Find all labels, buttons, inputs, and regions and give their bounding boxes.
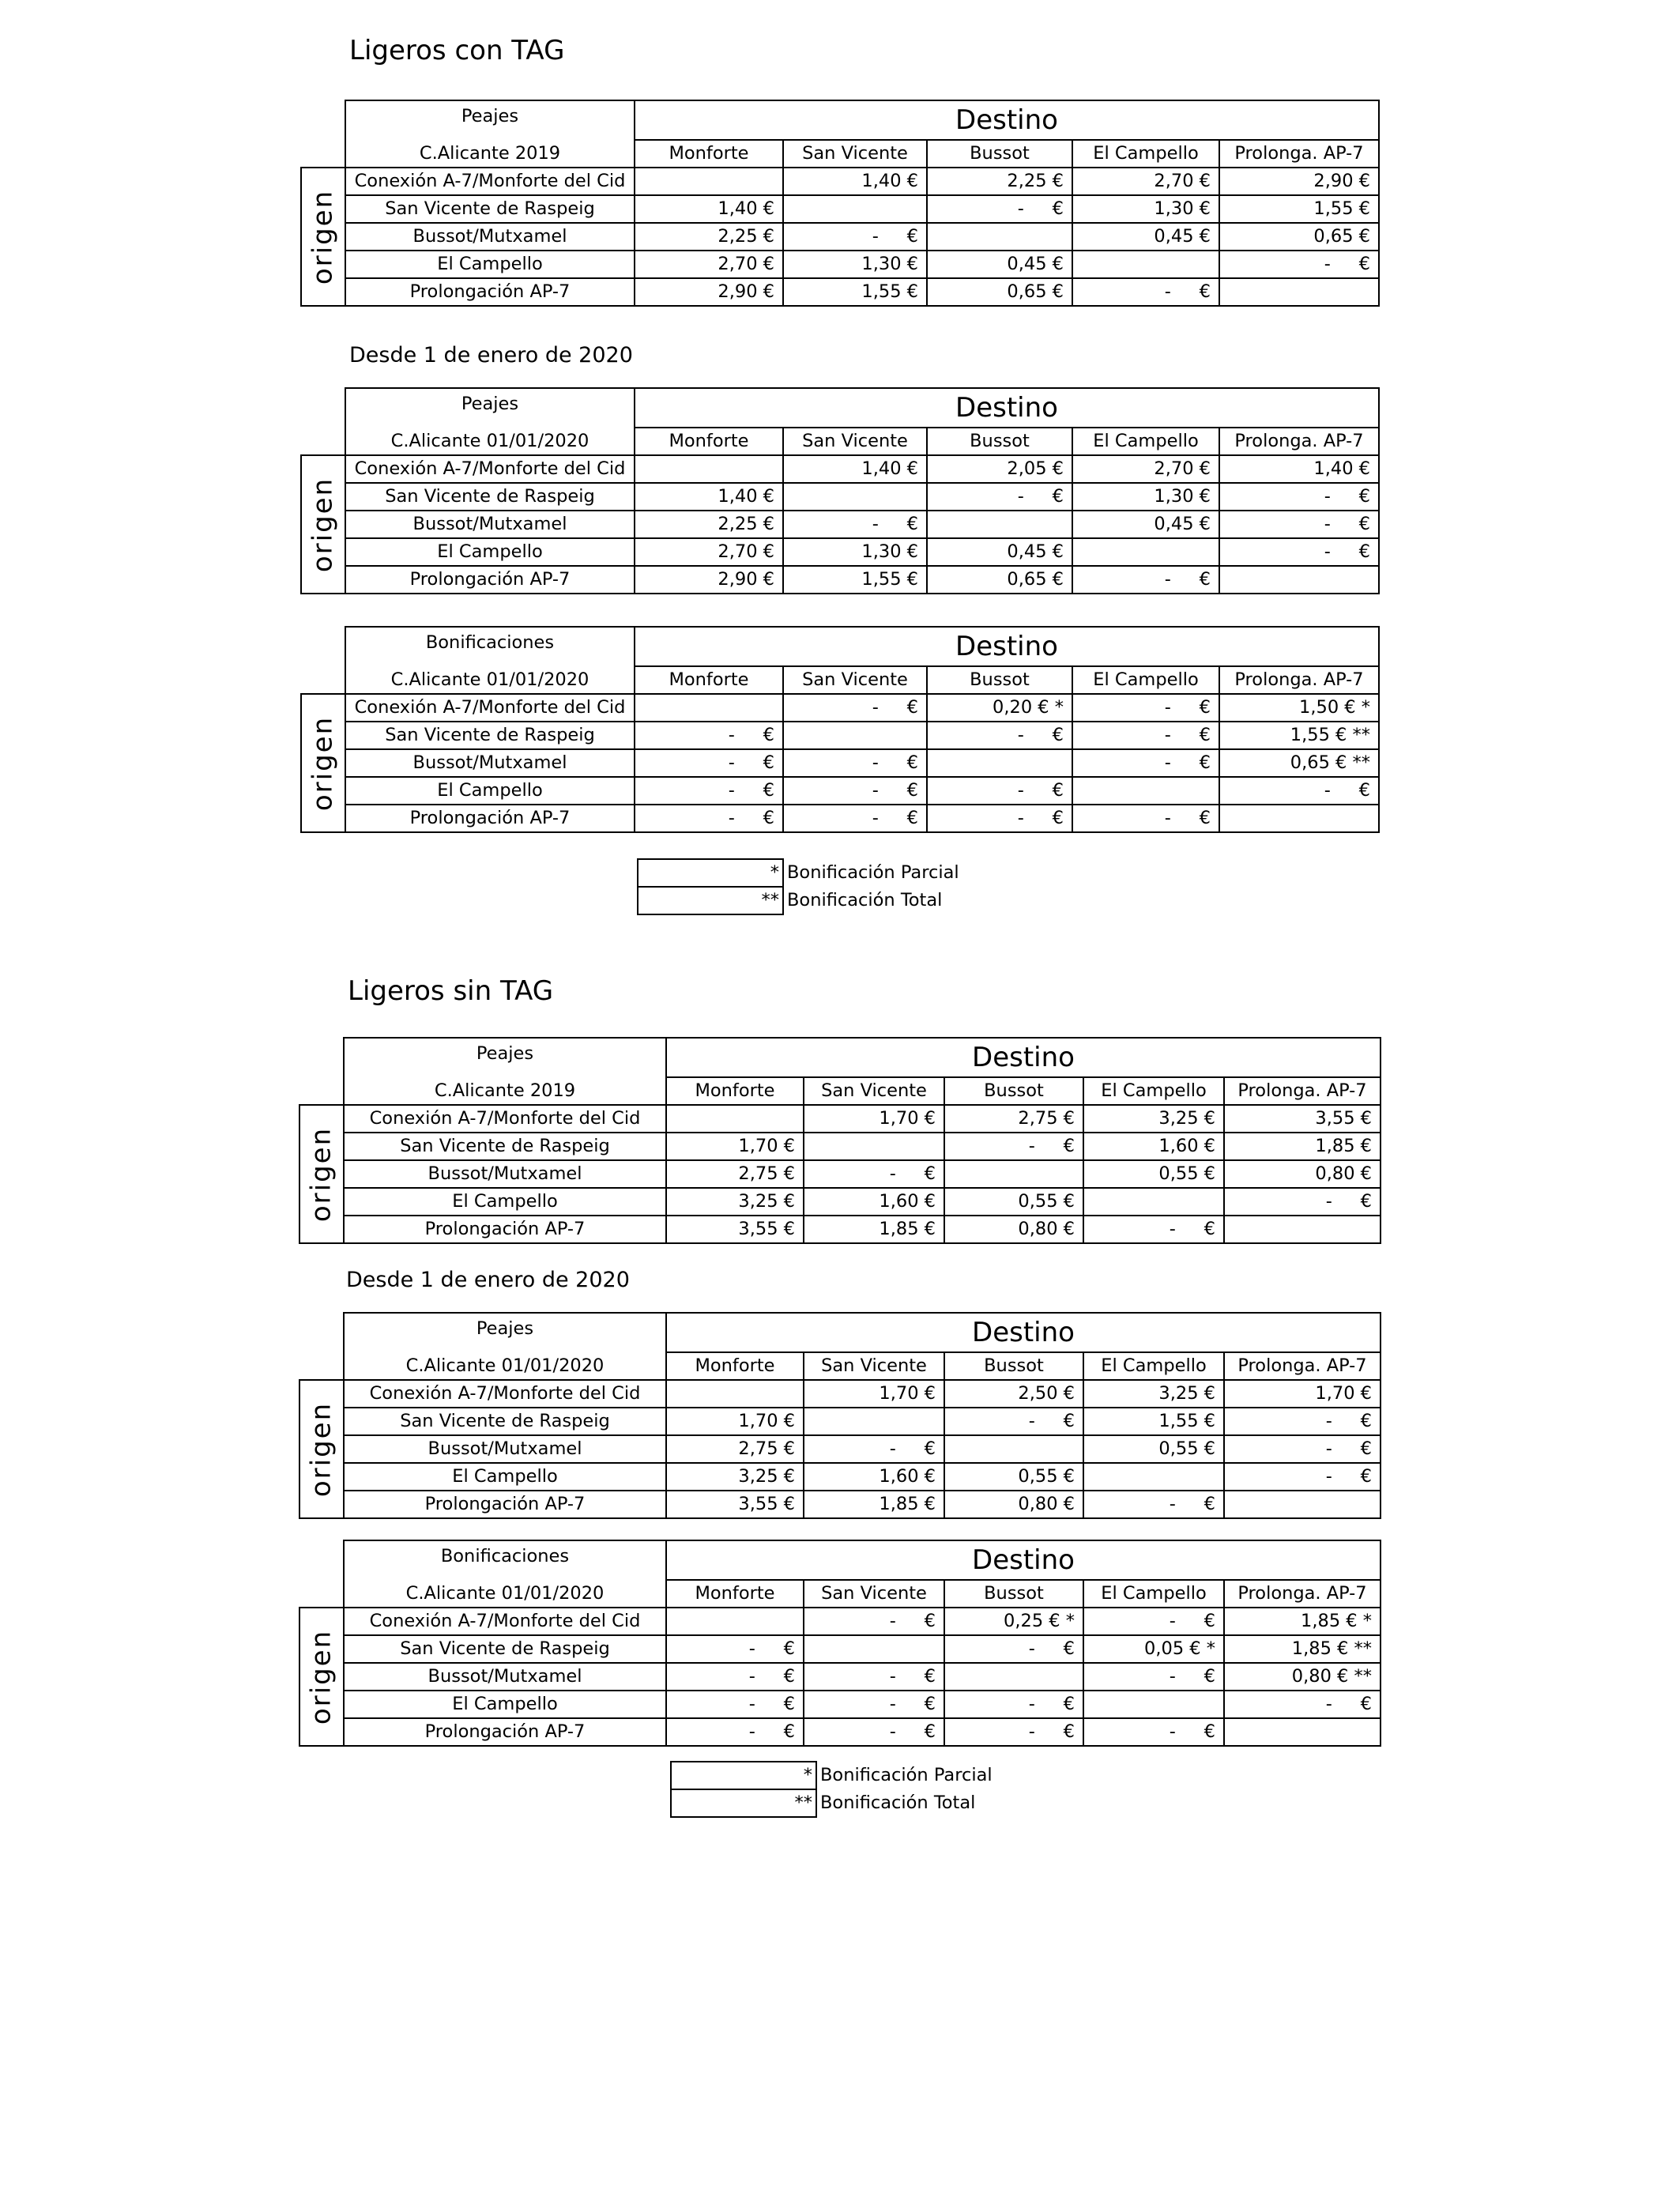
rate-cell: 2,90 €: [635, 566, 783, 594]
rate-cell: - €: [1224, 1408, 1381, 1435]
rate-cell: - €: [1072, 278, 1219, 306]
row-label: Prolongación AP-7: [344, 1216, 666, 1243]
rate-cell: 2,70 €: [635, 538, 783, 566]
toll-table-con-tag-2020: [300, 387, 1380, 594]
rate-cell: 1,60 €: [1083, 1133, 1224, 1160]
rate-cell: [944, 1435, 1083, 1463]
rate-cell: 2,90 €: [1219, 168, 1379, 195]
column-header: Bussot: [944, 1077, 1083, 1105]
rate-cell: - €: [666, 1635, 804, 1663]
rate-cell: [804, 1133, 944, 1160]
table-caption: Bonificaciones: [345, 627, 635, 666]
rate-cell: - €: [1083, 1608, 1224, 1635]
table-period: C.Alicante 2019: [344, 1077, 666, 1105]
rate-cell: 1,60 €: [804, 1463, 944, 1491]
rate-cell: - €: [1224, 1463, 1381, 1491]
destino-header: Destino: [666, 1313, 1381, 1352]
origen-label: origen: [307, 189, 339, 285]
rate-cell: 0,65 €: [927, 278, 1072, 306]
rate-cell: 2,25 €: [635, 223, 783, 251]
table-caption: Peajes: [345, 388, 635, 428]
rate-cell: - €: [804, 1691, 944, 1718]
rate-cell: 1,40 €: [635, 195, 783, 223]
table-period: C.Alicante 01/01/2020: [344, 1352, 666, 1380]
legend-sin-tag: [670, 1761, 997, 1818]
rate-cell: - €: [944, 1133, 1083, 1160]
column-header: San Vicente: [804, 1580, 944, 1608]
column-header: Monforte: [635, 666, 783, 694]
rate-cell: - €: [804, 1435, 944, 1463]
rate-cell: 1,55 €: [1083, 1408, 1224, 1435]
table-period: C.Alicante 01/01/2020: [345, 666, 635, 694]
column-header: Monforte: [635, 428, 783, 455]
rate-cell: 3,25 €: [666, 1188, 804, 1216]
corner-blank: [301, 627, 345, 666]
rate-cell: [1224, 1491, 1381, 1518]
rate-cell: 1,85 €: [804, 1216, 944, 1243]
rate-cell: - €: [1219, 777, 1379, 805]
rate-cell: 1,70 €: [1224, 1380, 1381, 1408]
toll-table-sin-tag-2020: [299, 1312, 1381, 1519]
rate-cell: [944, 1663, 1083, 1691]
rate-cell: 0,80 €: [944, 1216, 1083, 1243]
column-header: Bussot: [927, 140, 1072, 168]
column-header: Prolonga. AP-7: [1224, 1352, 1381, 1380]
rate-cell: - €: [1072, 749, 1219, 777]
row-label: San Vicente de Raspeig: [344, 1408, 666, 1435]
column-header: Monforte: [666, 1352, 804, 1380]
rate-cell: [1072, 538, 1219, 566]
rate-cell: 2,75 €: [666, 1435, 804, 1463]
rate-cell: - €: [783, 805, 927, 832]
corner-blank: [299, 1540, 344, 1580]
destino-header: Destino: [635, 627, 1379, 666]
rate-cell: [1219, 278, 1379, 306]
rate-cell: [783, 195, 927, 223]
rate-cell: 1,30 €: [783, 538, 927, 566]
rate-cell: [1083, 1463, 1224, 1491]
origen-label-cell: [299, 1380, 344, 1518]
origen-label: origen: [305, 1401, 337, 1497]
rate-cell: 0,20 € *: [927, 694, 1072, 722]
corner-blank: [299, 1038, 344, 1077]
row-label: Prolongación AP-7: [344, 1491, 666, 1518]
rate-cell: 3,25 €: [1083, 1380, 1224, 1408]
rate-cell: [1072, 251, 1219, 278]
rate-cell: 3,25 €: [1083, 1105, 1224, 1133]
column-header: Monforte: [666, 1580, 804, 1608]
row-label: San Vicente de Raspeig: [345, 195, 635, 223]
row-label: Bussot/Mutxamel: [344, 1160, 666, 1188]
rate-cell: - €: [804, 1718, 944, 1746]
rate-cell: [927, 749, 1072, 777]
rate-cell: 0,55 €: [944, 1463, 1083, 1491]
destino-header: Destino: [666, 1038, 1381, 1077]
rate-cell: - €: [1219, 483, 1379, 511]
rate-cell: - €: [635, 777, 783, 805]
row-label: San Vicente de Raspeig: [344, 1133, 666, 1160]
corner-blank: [301, 388, 345, 428]
rate-cell: 1,85 €: [1224, 1133, 1381, 1160]
rate-cell: 2,70 €: [635, 251, 783, 278]
rate-cell: [927, 511, 1072, 538]
rate-cell: 1,55 €: [1219, 195, 1379, 223]
row-label: Bussot/Mutxamel: [345, 223, 635, 251]
origen-label-cell: [301, 694, 345, 832]
rate-cell: - €: [927, 195, 1072, 223]
rate-cell: 1,70 €: [804, 1105, 944, 1133]
rate-cell: 0,55 €: [1083, 1435, 1224, 1463]
rate-cell: 1,70 €: [666, 1133, 804, 1160]
rate-cell: 1,70 €: [666, 1408, 804, 1435]
column-header: Bussot: [927, 666, 1072, 694]
rate-cell: 0,45 €: [927, 538, 1072, 566]
row-label: El Campello: [344, 1463, 666, 1491]
table-caption: Peajes: [344, 1038, 666, 1077]
column-header: Prolonga. AP-7: [1219, 140, 1379, 168]
rate-cell: [1083, 1691, 1224, 1718]
rate-cell: 2,50 €: [944, 1380, 1083, 1408]
corner-blank: [301, 428, 345, 455]
rate-cell: 0,55 €: [1083, 1160, 1224, 1188]
corner-blank: [299, 1580, 344, 1608]
rate-cell: 2,25 €: [635, 511, 783, 538]
row-label: El Campello: [344, 1188, 666, 1216]
column-header: Prolonga. AP-7: [1219, 666, 1379, 694]
column-header: Prolonga. AP-7: [1219, 428, 1379, 455]
rate-cell: - €: [783, 749, 927, 777]
rate-cell: 1,40 €: [635, 483, 783, 511]
legend-total-label: Bonificación Total: [787, 890, 943, 910]
row-label: Conexión A-7/Monforte del Cid: [344, 1608, 666, 1635]
row-label: Conexión A-7/Monforte del Cid: [345, 168, 635, 195]
rate-cell: - €: [783, 511, 927, 538]
origen-label: origen: [307, 715, 339, 811]
rate-cell: - €: [804, 1663, 944, 1691]
rate-cell: 1,50 € *: [1219, 694, 1379, 722]
rate-cell: - €: [804, 1160, 944, 1188]
row-label: Prolongación AP-7: [345, 278, 635, 306]
rate-cell: 1,60 €: [804, 1188, 944, 1216]
rate-cell: 0,80 €: [944, 1491, 1083, 1518]
rate-cell: - €: [1083, 1663, 1224, 1691]
corner-blank: [301, 666, 345, 694]
column-header: San Vicente: [783, 428, 927, 455]
rate-cell: 1,40 €: [783, 168, 927, 195]
origen-label: origen: [305, 1629, 337, 1725]
rate-cell: [635, 168, 783, 195]
rate-cell: [1219, 805, 1379, 832]
rate-cell: 0,45 €: [927, 251, 1072, 278]
row-label: San Vicente de Raspeig: [345, 722, 635, 749]
rate-cell: 1,40 €: [783, 455, 927, 483]
rate-cell: - €: [1219, 511, 1379, 538]
rate-cell: 0,45 €: [1072, 511, 1219, 538]
column-header: El Campello: [1072, 666, 1219, 694]
rate-cell: 0,55 €: [944, 1188, 1083, 1216]
rate-cell: - €: [927, 483, 1072, 511]
table-period: C.Alicante 01/01/2020: [344, 1580, 666, 1608]
origen-label-cell: [299, 1608, 344, 1746]
rate-cell: [1224, 1216, 1381, 1243]
rate-cell: - €: [804, 1608, 944, 1635]
section-title-sin-tag: Ligeros sin TAG: [348, 975, 554, 1007]
column-header: Prolonga. AP-7: [1224, 1077, 1381, 1105]
row-label: San Vicente de Raspeig: [344, 1635, 666, 1663]
rate-cell: 1,30 €: [1072, 195, 1219, 223]
rate-cell: 1,55 €: [783, 566, 927, 594]
legend-partial-label: Bonificación Parcial: [820, 1765, 993, 1785]
rate-cell: 0,65 €: [927, 566, 1072, 594]
rate-cell: - €: [1224, 1691, 1381, 1718]
corner-blank: [299, 1077, 344, 1105]
rate-cell: 1,85 €: [804, 1491, 944, 1518]
rate-cell: 2,70 €: [1072, 168, 1219, 195]
rate-cell: - €: [944, 1718, 1083, 1746]
rate-cell: - €: [944, 1691, 1083, 1718]
table-caption: Peajes: [345, 100, 635, 140]
row-label: Conexión A-7/Monforte del Cid: [345, 694, 635, 722]
corner-blank: [299, 1313, 344, 1352]
rate-cell: 2,70 €: [1072, 455, 1219, 483]
rate-cell: - €: [635, 722, 783, 749]
rate-cell: - €: [944, 1635, 1083, 1663]
rate-cell: [1219, 566, 1379, 594]
bonus-table-con-tag-2020: [300, 626, 1380, 833]
row-label: Bussot/Mutxamel: [344, 1435, 666, 1463]
rate-cell: - €: [1083, 1216, 1224, 1243]
rate-cell: - €: [927, 777, 1072, 805]
destino-header: Destino: [666, 1540, 1381, 1580]
row-label: Prolongación AP-7: [345, 566, 635, 594]
rate-cell: [1083, 1188, 1224, 1216]
column-header: San Vicente: [804, 1352, 944, 1380]
row-label: El Campello: [344, 1691, 666, 1718]
column-header: Monforte: [666, 1077, 804, 1105]
rate-cell: 2,90 €: [635, 278, 783, 306]
rate-cell: - €: [1224, 1188, 1381, 1216]
rate-cell: - €: [783, 777, 927, 805]
row-label: San Vicente de Raspeig: [345, 483, 635, 511]
column-header: El Campello: [1083, 1580, 1224, 1608]
bonus-table-sin-tag-2020: [299, 1540, 1381, 1747]
legend-con-tag: [637, 858, 964, 915]
rate-cell: [783, 722, 927, 749]
legend-partial-label: Bonificación Parcial: [787, 862, 959, 883]
rate-cell: [666, 1105, 804, 1133]
row-label: Bussot/Mutxamel: [345, 749, 635, 777]
rate-cell: - €: [1224, 1435, 1381, 1463]
corner-blank: [299, 1352, 344, 1380]
rate-cell: 1,55 € **: [1219, 722, 1379, 749]
rate-cell: - €: [944, 1408, 1083, 1435]
table-period: C.Alicante 01/01/2020: [345, 428, 635, 455]
rate-cell: - €: [1072, 805, 1219, 832]
rate-cell: 0,65 € **: [1219, 749, 1379, 777]
column-header: San Vicente: [804, 1077, 944, 1105]
row-label: El Campello: [345, 538, 635, 566]
rate-cell: 2,75 €: [666, 1160, 804, 1188]
rate-cell: 2,75 €: [944, 1105, 1083, 1133]
column-header: El Campello: [1083, 1077, 1224, 1105]
origen-label-cell: [301, 455, 345, 594]
row-label: Conexión A-7/Monforte del Cid: [345, 455, 635, 483]
origen-label: origen: [307, 477, 339, 572]
column-header: San Vicente: [783, 140, 927, 168]
legend-partial-mark: *: [671, 1762, 816, 1789]
legend-partial-mark: *: [638, 859, 783, 887]
rate-cell: - €: [1072, 694, 1219, 722]
rate-cell: [666, 1380, 804, 1408]
row-label: Prolongación AP-7: [344, 1718, 666, 1746]
origen-label: origen: [305, 1126, 337, 1222]
rate-cell: - €: [783, 223, 927, 251]
row-label: Bussot/Mutxamel: [345, 511, 635, 538]
section-title-con-tag: Ligeros con TAG: [349, 35, 565, 66]
rate-cell: - €: [666, 1691, 804, 1718]
rate-cell: [1224, 1718, 1381, 1746]
subtitle-2020-sin-tag: Desde 1 de enero de 2020: [346, 1268, 630, 1292]
rate-cell: - €: [927, 722, 1072, 749]
column-header: Monforte: [635, 140, 783, 168]
row-label: El Campello: [345, 251, 635, 278]
row-label: Prolongación AP-7: [345, 805, 635, 832]
table-period: C.Alicante 2019: [345, 140, 635, 168]
destino-header: Destino: [635, 388, 1379, 428]
rate-cell: [635, 694, 783, 722]
rate-cell: 2,25 €: [927, 168, 1072, 195]
rate-cell: [927, 223, 1072, 251]
rate-cell: [804, 1408, 944, 1435]
rate-cell: - €: [1083, 1491, 1224, 1518]
legend-total-mark: **: [638, 887, 783, 914]
rate-cell: - €: [1072, 722, 1219, 749]
corner-blank: [301, 100, 345, 140]
rate-cell: - €: [666, 1718, 804, 1746]
rate-cell: 1,40 €: [1219, 455, 1379, 483]
column-header: Prolonga. AP-7: [1224, 1580, 1381, 1608]
origen-label-cell: [299, 1105, 344, 1243]
column-header: El Campello: [1072, 140, 1219, 168]
rate-cell: 0,45 €: [1072, 223, 1219, 251]
subtitle-2020-con-tag: Desde 1 de enero de 2020: [349, 343, 633, 368]
legend-total-mark: **: [671, 1789, 816, 1817]
rate-cell: 1,85 € *: [1224, 1608, 1381, 1635]
rate-cell: - €: [1083, 1718, 1224, 1746]
rate-cell: - €: [666, 1663, 804, 1691]
origen-label-cell: [301, 168, 345, 306]
row-label: Conexión A-7/Monforte del Cid: [344, 1105, 666, 1133]
rate-cell: 3,25 €: [666, 1463, 804, 1491]
rate-cell: - €: [1219, 538, 1379, 566]
column-header: Bussot: [944, 1352, 1083, 1380]
destino-header: Destino: [635, 100, 1379, 140]
toll-table-sin-tag-2019: [299, 1037, 1381, 1244]
rate-cell: 0,80 €: [1224, 1160, 1381, 1188]
rate-cell: [804, 1635, 944, 1663]
rate-cell: 3,55 €: [666, 1491, 804, 1518]
row-label: El Campello: [345, 777, 635, 805]
legend-total-label: Bonificación Total: [820, 1793, 976, 1813]
rate-cell: 2,05 €: [927, 455, 1072, 483]
rate-cell: - €: [783, 694, 927, 722]
rate-cell: 1,30 €: [783, 251, 927, 278]
table-caption: Bonificaciones: [344, 1540, 666, 1580]
table-caption: Peajes: [344, 1313, 666, 1352]
row-label: Bussot/Mutxamel: [344, 1663, 666, 1691]
column-header: Bussot: [944, 1580, 1083, 1608]
rate-cell: [666, 1608, 804, 1635]
rate-cell: 0,65 €: [1219, 223, 1379, 251]
rate-cell: 1,85 € **: [1224, 1635, 1381, 1663]
row-label: Conexión A-7/Monforte del Cid: [344, 1380, 666, 1408]
rate-cell: 0,05 € *: [1083, 1635, 1224, 1663]
corner-blank: [301, 140, 345, 168]
rate-cell: - €: [1219, 251, 1379, 278]
rate-cell: 1,30 €: [1072, 483, 1219, 511]
column-header: Bussot: [927, 428, 1072, 455]
rate-cell: 0,25 € *: [944, 1608, 1083, 1635]
rate-cell: [1072, 777, 1219, 805]
rate-cell: 1,70 €: [804, 1380, 944, 1408]
rate-cell: 0,80 € **: [1224, 1663, 1381, 1691]
toll-table-con-tag-2019: [300, 100, 1380, 307]
rate-cell: - €: [635, 749, 783, 777]
rate-cell: 1,55 €: [783, 278, 927, 306]
rate-cell: - €: [635, 805, 783, 832]
column-header: El Campello: [1072, 428, 1219, 455]
rate-cell: [635, 455, 783, 483]
rate-cell: 3,55 €: [666, 1216, 804, 1243]
rate-cell: [944, 1160, 1083, 1188]
column-header: El Campello: [1083, 1352, 1224, 1380]
rate-cell: 3,55 €: [1224, 1105, 1381, 1133]
rate-cell: - €: [1072, 566, 1219, 594]
column-header: San Vicente: [783, 666, 927, 694]
rate-cell: - €: [927, 805, 1072, 832]
rate-cell: [783, 483, 927, 511]
